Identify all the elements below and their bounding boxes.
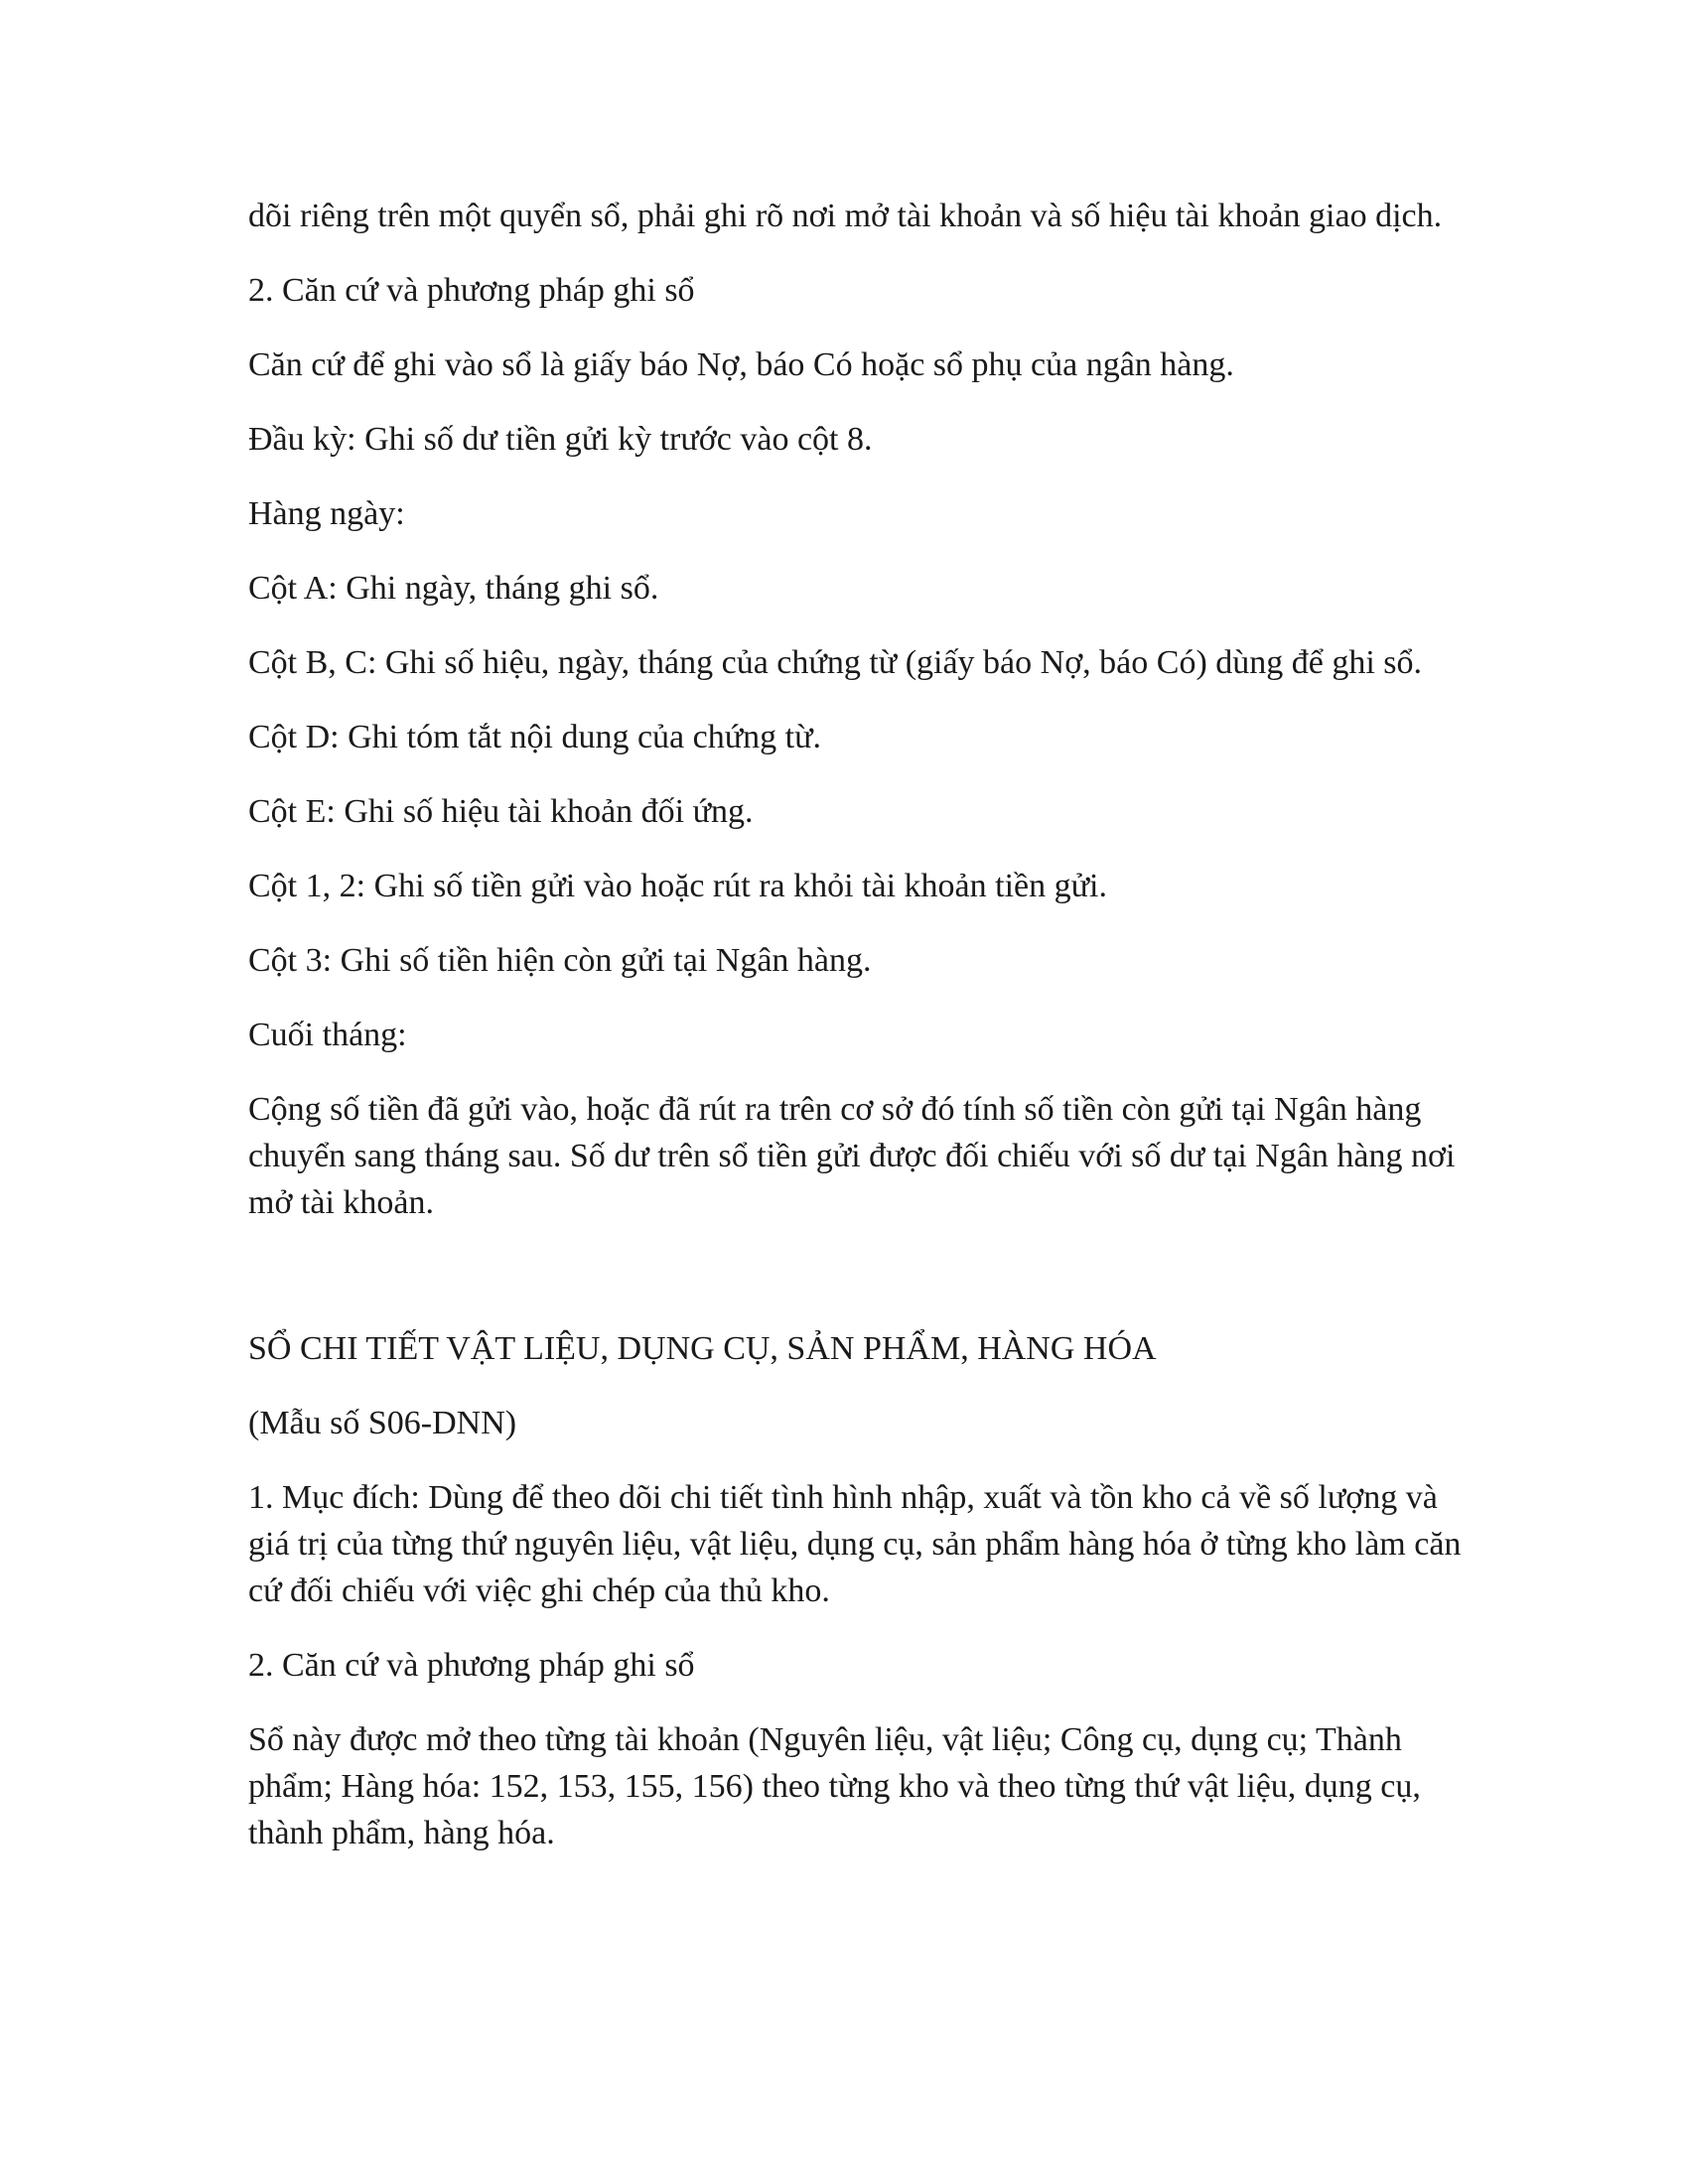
paragraph-column-a: Cột A: Ghi ngày, tháng ghi sổ. — [248, 570, 659, 607]
document-page — [248, 193, 1470, 1884]
paragraph-month-end-detail: Cộng số tiền đã gửi vào, hoặc đã rút ra trên cơ sở đó tính số tiền còn gửi tại Ngân hàng chuyển sang tháng sau. Số dư trên sổ tiền gửi được đối chiếu với số dư tại Ngân hàng nơi mở tài khoản. — [248, 1091, 1456, 1221]
heading-recording-method: 2. Căn cứ và phương pháp ghi sổ — [248, 272, 695, 309]
section-title: SỔ CHI TIẾT VẬT LIỆU, DỤNG CỤ, SẢN PHẨM, HÀNG HÓA — [248, 1330, 1157, 1367]
paragraph-column-bc: Cột B, C: Ghi số hiệu, ngày, tháng của chứng từ (giấy báo Nợ, báo Có) dùng để ghi sổ. — [248, 644, 1423, 681]
paragraph-column-d: Cột D: Ghi tóm tắt nội dung của chứng từ. — [248, 719, 822, 755]
paragraph-column-3: Cột 3: Ghi số tiền hiện còn gửi tại Ngân hàng. — [248, 942, 872, 979]
paragraph-period-start: Đầu kỳ: Ghi số dư tiền gửi kỳ trước vào cột 8. — [248, 421, 873, 458]
paragraph-method-text: Sổ này được mở theo từng tài khoản (Nguyên liệu, vật liệu; Công cụ, dụng cụ; Thành phẩm; Hàng hóa: 152, 153, 155, 156) theo từng kho và theo từng thứ vật liệu, dụng cụ, thành phẩm, hàng hóa. — [248, 1721, 1421, 1851]
paragraph-purpose: 1. Mục đích: Dùng để theo dõi chi tiết tình hình nhập, xuất và tồn kho cả về số lượng và giá trị của từng thứ nguyên liệu, vật liệu, dụng cụ, sản phẩm hàng hóa ở từng kho làm căn cứ đối chiếu với việc ghi chép của thủ kho. — [248, 1479, 1462, 1609]
paragraph-month-end: Cuối tháng: — [248, 1017, 407, 1053]
paragraph-daily: Hàng ngày: — [248, 495, 405, 532]
paragraph-continuation: dõi riêng trên một quyển sổ, phải ghi rõ nơi mở tài khoản và số hiệu tài khoản giao dịch. — [248, 198, 1443, 234]
heading-recording-method-2: 2. Căn cứ và phương pháp ghi sổ — [248, 1647, 695, 1684]
paragraph-column-e: Cột E: Ghi số hiệu tài khoản đối ứng. — [248, 793, 754, 830]
paragraph-basis: Căn cứ để ghi vào sổ là giấy báo Nợ, báo Có hoặc sổ phụ của ngân hàng. — [248, 346, 1234, 383]
paragraph-column-1-2: Cột 1, 2: Ghi số tiền gửi vào hoặc rút ra khỏi tài khoản tiền gửi. — [248, 868, 1107, 904]
form-code: (Mẫu số S06-DNN) — [248, 1405, 517, 1441]
section-spacer — [248, 1254, 1470, 1325]
